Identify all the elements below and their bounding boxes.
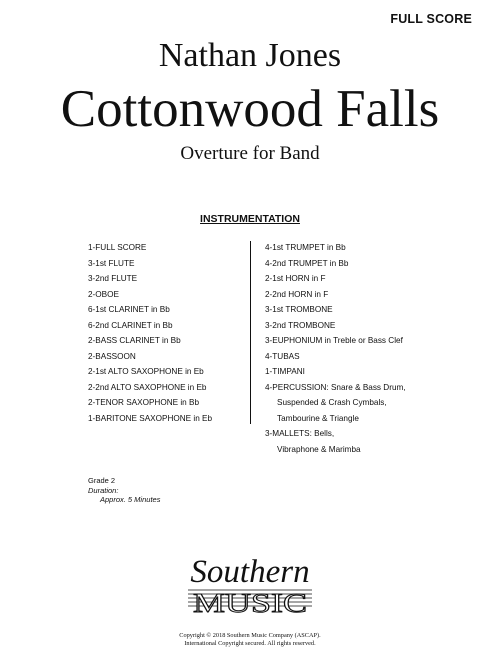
copyright-line: Copyright © 2018 Southern Music Company (ASCAP). <box>179 632 321 639</box>
publisher-logo-word-2: MUSIC <box>193 588 307 618</box>
instrument-item: 2-TENOR SAXOPHONE in Bb <box>88 398 200 407</box>
instrumentation-left-column <box>88 240 212 426</box>
publisher-logo-word-1: Southern <box>190 554 310 590</box>
instrument-item-continued: Vibraphone & Marimba <box>277 444 361 454</box>
grade-duration-block <box>88 476 160 505</box>
copyright-line: International Copyright secured. All rights reserved. <box>184 640 316 647</box>
instrument-item: 6-2nd CLARINET in Bb <box>88 320 173 330</box>
full-score-label: FULL SCORE <box>390 12 472 26</box>
instrument-item: 6-1st CLARINET in Bb <box>88 305 170 314</box>
instrument-item: 2-1st HORN in F <box>265 274 326 283</box>
duration-label: Duration: <box>88 485 119 495</box>
copyright-notice <box>0 632 500 648</box>
composer-name: Nathan Jones <box>158 37 342 74</box>
instrument-item: 2-2nd ALTO SAXOPHONE in Eb <box>88 382 207 392</box>
duration-value: Approx. 5 Minutes <box>100 495 161 504</box>
instrument-item: 1-FULL SCORE <box>88 243 147 252</box>
piece-subtitle: Overture for Band <box>180 143 320 164</box>
instrumentation-right-column <box>265 240 406 457</box>
grade-text: Grade 2 <box>88 476 116 485</box>
instrument-item: 3-1st FLUTE <box>88 258 135 268</box>
instrument-item: 2-1st ALTO SAXOPHONE in Eb <box>88 367 204 376</box>
instrument-item: 3-2nd TROMBONE <box>265 320 336 330</box>
instrumentation-heading: INSTRUMENTATION <box>200 213 300 225</box>
column-divider <box>250 241 251 424</box>
instrument-item: 4-2nd TRUMPET in Bb <box>265 258 349 268</box>
publisher-logo <box>150 552 350 622</box>
instrument-item: 3-MALLETS: Bells, <box>265 429 335 438</box>
instrument-item: 2-OBOE <box>88 289 119 299</box>
piece-title: Cottonwood Falls <box>60 80 440 138</box>
instrument-item: 2-BASSOON <box>88 351 136 361</box>
instrument-item: 3-EUPHONIUM in Treble or Bass Clef <box>265 336 403 345</box>
instrument-item: 1-TIMPANI <box>265 367 305 376</box>
instrument-item: 3-2nd FLUTE <box>88 274 138 283</box>
instrument-item: 4-PERCUSSION: Snare & Bass Drum, <box>265 382 406 392</box>
instrument-item: 1-BARITONE SAXOPHONE in Eb <box>88 413 213 423</box>
instrument-item: 4-TUBAS <box>265 351 300 361</box>
instrument-item: 2-2nd HORN in F <box>265 289 329 299</box>
instrument-item: 3-1st TROMBONE <box>265 305 333 314</box>
instrument-item: 4-1st TRUMPET in Bb <box>265 243 346 252</box>
instrument-item-continued: Suspended & Crash Cymbals, <box>277 398 387 407</box>
instrument-item: 2-BASS CLARINET in Bb <box>88 336 181 345</box>
instrument-item-continued: Tambourine & Triangle <box>277 413 359 423</box>
